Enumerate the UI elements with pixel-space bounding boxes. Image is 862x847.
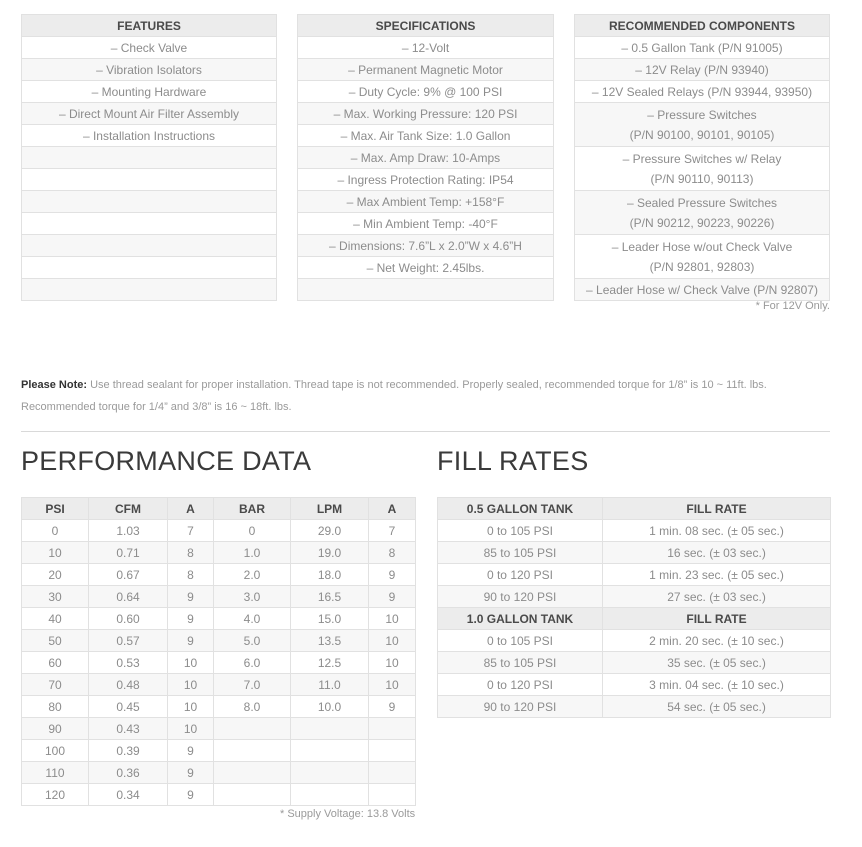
performance-column-header: BAR <box>214 498 291 520</box>
performance-cell: 12.5 <box>291 652 369 674</box>
component-row <box>575 235 830 279</box>
performance-cell: 0.36 <box>89 762 168 784</box>
component-item <box>575 103 830 147</box>
performance-cell: 70 <box>22 674 89 696</box>
feature-item: – Vibration Isolators <box>22 59 277 81</box>
feature-item: – Mounting Hardware <box>22 81 277 103</box>
performance-cell: 7.0 <box>214 674 291 696</box>
performance-cell: 10 <box>369 674 416 696</box>
pressure-range: 85 to 105 PSI <box>438 542 603 564</box>
features-table <box>21 14 277 301</box>
specification-item: – 12-Volt <box>298 37 554 59</box>
specification-item: – Max Ambient Temp: +158°F <box>298 191 554 213</box>
fill-rate-row <box>438 630 831 652</box>
performance-cell: 6.0 <box>214 652 291 674</box>
performance-cell: 9 <box>369 696 416 718</box>
fill-rate-header: FILL RATE <box>603 498 831 520</box>
performance-column-header: LPM <box>291 498 369 520</box>
performance-cell: 9 <box>168 784 214 806</box>
fill-rate-row <box>438 542 831 564</box>
specification-item: – Net Weight: 2.45lbs. <box>298 257 554 279</box>
feature-item <box>22 191 277 213</box>
specification-item: – Permanent Magnetic Motor <box>298 59 554 81</box>
fill-rate-row <box>438 564 831 586</box>
features-row <box>22 103 277 125</box>
performance-row <box>22 542 416 564</box>
performance-row <box>22 520 416 542</box>
performance-cell: 29.0 <box>291 520 369 542</box>
performance-cell: 3.0 <box>214 586 291 608</box>
specifications-row <box>298 257 554 279</box>
component-item <box>575 37 830 59</box>
specifications-row <box>298 213 554 235</box>
features-row <box>22 257 277 279</box>
performance-cell: 7 <box>369 520 416 542</box>
component-item <box>575 191 830 235</box>
feature-item <box>22 213 277 235</box>
performance-cell <box>369 718 416 740</box>
performance-cell: 11.0 <box>291 674 369 696</box>
performance-cell: 2.0 <box>214 564 291 586</box>
performance-column-header: PSI <box>22 498 89 520</box>
fill-rate-group-header <box>438 498 831 520</box>
fill-rate-row <box>438 674 831 696</box>
pressure-range: 85 to 105 PSI <box>438 652 603 674</box>
features-row <box>22 191 277 213</box>
performance-cell: 0.60 <box>89 608 168 630</box>
performance-cell: 1.03 <box>89 520 168 542</box>
performance-cell <box>291 762 369 784</box>
performance-cell: 0.53 <box>89 652 168 674</box>
pressure-range: 90 to 120 PSI <box>438 586 603 608</box>
performance-row <box>22 586 416 608</box>
specifications-row <box>298 59 554 81</box>
performance-cell: 8 <box>168 564 214 586</box>
please-note <box>21 374 821 418</box>
divider <box>21 431 830 432</box>
component-row <box>575 37 830 59</box>
feature-item <box>22 169 277 191</box>
performance-cell: 9 <box>168 630 214 652</box>
performance-row <box>22 608 416 630</box>
performance-cell: 10 <box>22 542 89 564</box>
specification-item: – Dimensions: 7.6”L x 2.0”W x 4.6”H <box>298 235 554 257</box>
component-row <box>575 81 830 103</box>
component-row <box>575 147 830 191</box>
performance-cell: 80 <box>22 696 89 718</box>
performance-row <box>22 564 416 586</box>
performance-row <box>22 784 416 806</box>
performance-cell: 30 <box>22 586 89 608</box>
performance-cell: 13.5 <box>291 630 369 652</box>
performance-cell: 10 <box>168 718 214 740</box>
performance-cell: 4.0 <box>214 608 291 630</box>
specification-item: – Max. Working Pressure: 120 PSI <box>298 103 554 125</box>
component-row <box>575 59 830 81</box>
performance-data-heading: PERFORMANCE DATA <box>21 446 312 476</box>
performance-cell <box>369 740 416 762</box>
component-part-numbers: (P/N 90212, 90223, 90226) <box>629 215 775 230</box>
performance-cell: 18.0 <box>291 564 369 586</box>
features-row <box>22 235 277 257</box>
performance-cell: 0.67 <box>89 564 168 586</box>
performance-cell: 9 <box>369 564 416 586</box>
performance-row <box>22 674 416 696</box>
features-row <box>22 147 277 169</box>
fill-time: 1 min. 08 sec. (± 05 sec.) <box>603 520 831 542</box>
performance-cell <box>214 762 291 784</box>
specifications-row <box>298 279 554 301</box>
performance-cell: 100 <box>22 740 89 762</box>
recommended-components-table <box>574 14 830 301</box>
feature-item <box>22 279 277 301</box>
specification-item <box>298 279 554 301</box>
performance-cell: 120 <box>22 784 89 806</box>
component-row <box>575 191 830 235</box>
specifications-header: SPECIFICATIONS <box>298 15 554 37</box>
feature-item: – Direct Mount Air Filter Assembly <box>22 103 277 125</box>
fill-rates-heading: FILL RATES <box>437 446 589 476</box>
performance-cell: 10.0 <box>291 696 369 718</box>
performance-cell: 1.0 <box>214 542 291 564</box>
performance-cell: 9 <box>168 762 214 784</box>
component-name: – 12V Relay (P/N 93940) <box>635 62 769 77</box>
please-note-text: Use thread sealant for proper installation. Thread tape is not recommended. Properly sealed, recommended torque for 1/8” is 10 ~ 11ft. lbs. Recommended torque for 1/4” and 3/8” is 16 ~ 18ft. lbs. <box>21 379 767 413</box>
pressure-range: 0 to 120 PSI <box>438 564 603 586</box>
component-row <box>575 279 830 301</box>
performance-row <box>22 740 416 762</box>
performance-cell: 10 <box>168 652 214 674</box>
pressure-range: 90 to 120 PSI <box>438 696 603 718</box>
component-name: – Leader Hose w/out Check Valve <box>611 239 793 254</box>
feature-item <box>22 257 277 279</box>
specifications-row <box>298 191 554 213</box>
performance-cell: 10 <box>369 630 416 652</box>
specifications-row <box>298 125 554 147</box>
specifications-row <box>298 169 554 191</box>
specifications-row <box>298 37 554 59</box>
component-part-numbers: (P/N 90110, 90113) <box>650 171 754 186</box>
fill-time: 35 sec. (± 05 sec.) <box>603 652 831 674</box>
component-item <box>575 147 830 191</box>
performance-cell: 15.0 <box>291 608 369 630</box>
performance-column-header: A <box>168 498 214 520</box>
component-part-numbers: (P/N 90100, 90101, 90105) <box>629 127 775 142</box>
feature-item <box>22 147 277 169</box>
supply-voltage-note: * Supply Voltage: 13.8 Volts <box>280 808 416 820</box>
features-header: FEATURES <box>22 15 277 37</box>
fill-time: 54 sec. (± 05 sec.) <box>603 696 831 718</box>
performance-cell: 8 <box>168 542 214 564</box>
pressure-range: 0 to 105 PSI <box>438 630 603 652</box>
specification-item: – Min Ambient Temp: -40°F <box>298 213 554 235</box>
component-name: – 0.5 Gallon Tank (P/N 91005) <box>621 40 783 55</box>
components-header: RECOMMENDED COMPONENTS <box>575 15 830 37</box>
fill-rate-row <box>438 520 831 542</box>
component-name: – Sealed Pressure Switches <box>626 195 778 210</box>
component-item <box>575 81 830 103</box>
performance-cell: 0.57 <box>89 630 168 652</box>
performance-cell: 40 <box>22 608 89 630</box>
performance-row <box>22 762 416 784</box>
performance-cell: 8.0 <box>214 696 291 718</box>
performance-column-header: A <box>369 498 416 520</box>
performance-cell: 8 <box>369 542 416 564</box>
performance-column-header: CFM <box>89 498 168 520</box>
fill-rate-row <box>438 696 831 718</box>
specifications-row <box>298 103 554 125</box>
fill-rate-row <box>438 652 831 674</box>
features-row <box>22 213 277 235</box>
pressure-range: 0 to 120 PSI <box>438 674 603 696</box>
performance-cell: 10 <box>168 696 214 718</box>
fill-time: 2 min. 20 sec. (± 10 sec.) <box>603 630 831 652</box>
performance-data-table <box>21 497 416 806</box>
performance-cell: 110 <box>22 762 89 784</box>
performance-cell: 19.0 <box>291 542 369 564</box>
performance-cell <box>214 718 291 740</box>
fill-rate-row <box>438 586 831 608</box>
features-row <box>22 279 277 301</box>
feature-item <box>22 235 277 257</box>
specifications-row <box>298 235 554 257</box>
performance-cell <box>291 784 369 806</box>
performance-cell: 0.64 <box>89 586 168 608</box>
fill-time: 27 sec. (± 03 sec.) <box>603 586 831 608</box>
performance-cell: 5.0 <box>214 630 291 652</box>
performance-cell: 0.71 <box>89 542 168 564</box>
performance-cell: 9 <box>168 740 214 762</box>
feature-item: – Check Valve <box>22 37 277 59</box>
performance-cell: 0.34 <box>89 784 168 806</box>
performance-cell <box>291 740 369 762</box>
performance-cell: 0.48 <box>89 674 168 696</box>
pressure-range: 0 to 105 PSI <box>438 520 603 542</box>
performance-cell: 9 <box>369 586 416 608</box>
tank-size-header: 1.0 GALLON TANK <box>438 608 603 630</box>
performance-cell: 9 <box>168 608 214 630</box>
components-footnote: * For 12V Only. <box>755 300 830 312</box>
performance-row <box>22 696 416 718</box>
features-row <box>22 169 277 191</box>
performance-cell: 50 <box>22 630 89 652</box>
fill-rate-group-header <box>438 608 831 630</box>
specification-item: – Ingress Protection Rating: IP54 <box>298 169 554 191</box>
features-row <box>22 37 277 59</box>
performance-cell: 0 <box>214 520 291 542</box>
specification-item: – Max. Air Tank Size: 1.0 Gallon <box>298 125 554 147</box>
component-name: – 12V Sealed Relays (P/N 93944, 93950) <box>591 84 813 99</box>
fill-time: 16 sec. (± 03 sec.) <box>603 542 831 564</box>
performance-cell <box>214 784 291 806</box>
performance-cell: 0 <box>22 520 89 542</box>
fill-rate-header: FILL RATE <box>603 608 831 630</box>
component-part-numbers: (P/N 92801, 92803) <box>649 259 755 274</box>
performance-cell <box>214 740 291 762</box>
component-item <box>575 279 830 301</box>
component-name: – Leader Hose w/ Check Valve (P/N 92807) <box>586 282 818 297</box>
performance-cell: 90 <box>22 718 89 740</box>
performance-cell: 0.43 <box>89 718 168 740</box>
fill-rates-table <box>437 497 831 718</box>
performance-cell: 20 <box>22 564 89 586</box>
component-row <box>575 103 830 147</box>
performance-row <box>22 630 416 652</box>
component-item <box>575 235 830 279</box>
specifications-row <box>298 81 554 103</box>
features-row <box>22 81 277 103</box>
performance-cell: 16.5 <box>291 586 369 608</box>
performance-cell: 0.39 <box>89 740 168 762</box>
features-row <box>22 125 277 147</box>
specifications-table <box>297 14 554 301</box>
feature-item: – Installation Instructions <box>22 125 277 147</box>
component-name: – Pressure Switches w/ Relay <box>622 151 782 166</box>
performance-cell: 7 <box>168 520 214 542</box>
performance-cell <box>369 762 416 784</box>
component-item <box>575 59 830 81</box>
fill-time: 3 min. 04 sec. (± 10 sec.) <box>603 674 831 696</box>
performance-cell <box>291 718 369 740</box>
performance-row <box>22 718 416 740</box>
performance-cell: 10 <box>369 608 416 630</box>
performance-row <box>22 652 416 674</box>
component-name: – Pressure Switches <box>647 107 757 122</box>
performance-cell: 9 <box>168 586 214 608</box>
performance-cell <box>369 784 416 806</box>
specifications-row <box>298 147 554 169</box>
performance-cell: 10 <box>168 674 214 696</box>
performance-cell: 60 <box>22 652 89 674</box>
specification-item: – Max. Amp Draw: 10-Amps <box>298 147 554 169</box>
tank-size-header: 0.5 GALLON TANK <box>438 498 603 520</box>
fill-time: 1 min. 23 sec. (± 05 sec.) <box>603 564 831 586</box>
specification-item: – Duty Cycle: 9% @ 100 PSI <box>298 81 554 103</box>
performance-cell: 10 <box>369 652 416 674</box>
performance-cell: 0.45 <box>89 696 168 718</box>
please-note-label: Please Note: <box>21 379 88 391</box>
features-row <box>22 59 277 81</box>
